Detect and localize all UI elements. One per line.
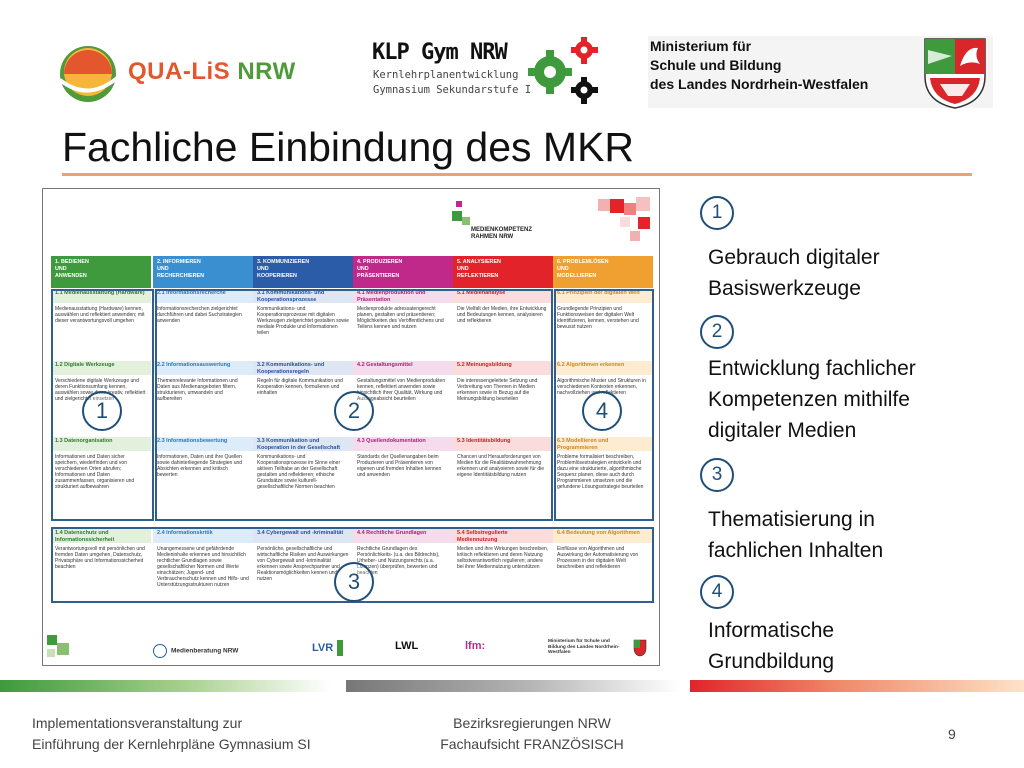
column-header-label: RECHERCHIEREN: [157, 273, 205, 279]
klp-logo-subtitle-1: Kernlehrplanentwicklung: [373, 69, 519, 81]
figure-footer-logos: [153, 639, 653, 659]
column-header-label: 1. BEDIENEN: [55, 259, 89, 265]
column-header-label: UND: [457, 266, 469, 272]
legend-marker-1: 1: [700, 196, 734, 230]
column-header-label: 6. PROBLEMLÖSEN: [557, 259, 609, 265]
competency-title: 2.1 Informationsrecherche: [153, 289, 253, 303]
column-header-label: PRÄSENTIEREN: [357, 273, 400, 279]
column-header-label: ANWENDEN: [55, 273, 87, 279]
column-header-1: [51, 256, 151, 288]
legend-marker-2: 2: [700, 315, 734, 349]
legend-2-line-3: digitaler Medien: [708, 419, 857, 442]
competency-title: 3.2 Kommunikations- und Kooperationsregeln: [253, 361, 353, 375]
competency-title: 6.1 Prinzipien der digitalen Welt: [553, 289, 653, 303]
competency-title: 1.3 Datenorganisation: [51, 437, 151, 451]
competency-title: 4.4 Rechtliche Grundlagen: [353, 529, 453, 543]
column-header-5: [453, 256, 553, 288]
klp-logo-title: KLP Gym NRW: [372, 40, 507, 65]
competency-title: 5.1 Medienanalyse: [453, 289, 553, 303]
legend-2-line-1: Entwicklung fachlicher: [708, 357, 916, 380]
footer-event-line-1: Implementationsveranstaltung zur: [32, 715, 243, 731]
nrw-coat-of-arms-icon: [922, 36, 988, 110]
legend-text-4: [708, 615, 1008, 677]
qualis-sun-icon: [55, 42, 125, 104]
competency-title: 2.4 Informationskritik: [153, 529, 253, 543]
coat-of-arms-small-icon: [633, 639, 647, 657]
competency-description: Einflüsse von Algorithmen und Auswirkung der Automatisierung von Prozessen in der digitalen Welt beschreiben und reflektieren: [557, 546, 639, 570]
competency-description: Medien und ihre Wirkungen beschreiben, kritisch reflektieren und deren Nutzung selbstverantwortlich regulieren; andere bei ihrer Mediennutzung unterstützen: [457, 546, 549, 570]
logo-ministry-small: Ministerium für Schule und Bildung des Landes Nordrhein-Westfalen: [548, 639, 620, 655]
column-header-3: [253, 256, 353, 288]
footer-authority-line-1: Bezirksregierungen NRW: [453, 715, 611, 731]
competency-description: Gestaltungsmittel von Medienprodukten kennen, reflektiert anwenden sowie hinsichtlich ihrer Qualität, Wirkung und Aussageabsicht beurteilen: [357, 378, 446, 402]
qualis-text-b: NRW: [237, 58, 296, 85]
legend-4-line-2: Grundbildung: [708, 650, 835, 673]
footer-authority-line-2: Fachaufsicht FRANZÖSISCH: [440, 736, 624, 752]
column-header-label: 4. PRODUZIEREN: [357, 259, 403, 265]
ministry-line-3: des Landes Nordrhein-Westfalen: [650, 76, 869, 92]
figure-header-title: [471, 227, 532, 241]
footer-bar-green: [0, 680, 330, 692]
competency-description: Verantwortungsvoll mit persönlichen und fremden Daten umgehen, Datenschutz, Privatsphäre und Informationssicherheit beachten: [55, 546, 145, 570]
competency-description: Medienausstattung (Hardware) kennen, auswählen und reflektiert anwenden; mit dieser verantwortungsvoll umgehen: [55, 306, 145, 324]
medienkompetenzrahmen-figure: [42, 188, 660, 666]
footer-authority: [420, 713, 644, 755]
competency-title: 1.4 Datenschutz und Informationssicherheit: [51, 529, 151, 543]
column-header-label: UND: [357, 266, 369, 272]
competency-title: 6.2 Algorithmen erkennen: [553, 361, 653, 375]
legend-1-line-1: Gebrauch digitaler: [708, 246, 880, 269]
legend-1-line-2: Basiswerkzeuge: [708, 277, 861, 300]
legend-4-line-1: Informatische: [708, 619, 835, 642]
title-divider: [62, 173, 972, 176]
competency-description: Grundlegende Prinzipien und Funktionsweisen der digitalen Welt identifizieren, kennen, verstehen und bewusst nutzen: [557, 306, 639, 330]
competency-description: Probleme formalisiert beschreiben, Problemlösestrategien entwickeln und dazu eine strukturierte, algorithmische Sequenz planen, diese auch durch Programmieren umsetzen und die gefundene Lösungsstrategie beurteilen: [557, 454, 644, 490]
competency-title: 2.2 Informationsauswertung: [153, 361, 253, 375]
competency-description: Unangemessene und gefährdende Medieninhalte erkennen und hinsichtlich rechtlicher Grundlagen sowie gesellschaftlicher Normen und Werte einschätzen; Jugend- und Verbraucherschutz kennen und Hilfs- und Unterstützungsstrukturen nutzen: [157, 546, 249, 588]
competency-description: Die Vielfalt der Medien, ihre Entwicklung und Bedeutungen kennen, analysieren und reflektieren: [457, 306, 547, 324]
competency-description: Kommunikations- und Kooperationsprozesse im Sinne einer aktiven Teilhabe an der Gesellschaft gestalten und reflektieren; ethische Grundsätze sowie kulturell-gesellschaftliche Normen beachten: [257, 454, 341, 490]
competency-description: Persönliche, gesellschaftliche und wirtschaftliche Risiken und Auswirkungen von Cybergewalt und -kriminalität erkennen sowie Ansprechpartner und Reaktionsmöglichkeiten kennen und nutzen: [257, 546, 349, 582]
footer-bar-red: [690, 680, 1024, 692]
legend-text-3: [708, 504, 1008, 566]
ministry-logo-text: [650, 37, 868, 94]
column-header-label: 2. INFORMIEREN: [157, 259, 201, 265]
legend-3-line-1: Thematisierung in: [708, 508, 875, 531]
column-header-label: 5. ANALYSIEREN: [457, 259, 501, 265]
column-header-label: UND: [257, 266, 269, 272]
competency-description: Informationen, Daten und ihre Quellen sowie dahinterliegende Strategien und Absichten erkennen und kritisch bewerten: [157, 454, 243, 478]
legend-text-2: [708, 353, 1008, 446]
legend-text-1: [708, 242, 1008, 304]
figure-marker-2: 2: [334, 391, 374, 431]
competency-description: Verschiedene digitale Werkzeuge und deren Funktionsumfang kennen, auswählen sowie diese kreativ, reflektiert und zielgerichtet einsetzen: [55, 378, 146, 402]
column-header-label: MODELLIEREN: [557, 273, 597, 279]
footer-bar-gray: [346, 680, 680, 692]
legend-marker-3: 3: [700, 458, 734, 492]
qualis-wordmark: [128, 58, 296, 86]
legend-marker-4: 4: [700, 575, 734, 609]
competency-title: 1.1 Medienausstattung (Hardware): [51, 289, 151, 303]
qualis-text-a: QUA-LiS: [128, 58, 231, 85]
column-header-label: UND: [557, 266, 569, 272]
logo-medienberatung: Medienberatung NRW: [153, 644, 238, 658]
figure-marker-1: 1: [82, 391, 122, 431]
column-header-label: UND: [55, 266, 67, 272]
ministry-line-2: Schule und Bildung: [650, 57, 782, 73]
page-number: 9: [948, 726, 956, 742]
competency-description: Chancen und Herausforderungen von Medien für die Realitätswahrnehmung erkennen und analysieren sowie für die eigene Identitätsbildung nutzen: [457, 454, 544, 478]
competency-title: 2.3 Informationsbewertung: [153, 437, 253, 451]
competency-description: Themenrelevante Informationen und Daten aus Medienangeboten filtern, strukturieren, umwandeln und aufbereiten: [157, 378, 238, 402]
competency-title: 6.3 Modellieren und Programmieren: [553, 437, 653, 451]
ministry-line-1: Ministerium für: [650, 38, 752, 54]
competency-description: Informationsrecherchen zielgerichtet durchführen und dabei Suchstrategien anwenden: [157, 306, 242, 324]
column-header-label: KOOPERIEREN: [257, 273, 297, 279]
column-header-2: [153, 256, 253, 288]
competency-description: Kommunikations- und Kooperationsprozesse mit digitalen Werkzeugen zielgerichtet gestalten sowie mediale Produkte und Informationen teilen: [257, 306, 349, 336]
competency-title: 3.1 Kommunikations- und Kooperationsprozesse: [253, 289, 353, 303]
figure-marker-3: 3: [334, 562, 374, 602]
medienberatung-icon: [153, 644, 167, 658]
legend-3-line-2: fachlichen Inhalten: [708, 539, 884, 562]
competency-title: 4.2 Gestaltungsmittel: [353, 361, 453, 375]
competency-description: Die interessengeleitete Setzung und Verbreitung von Themen in Medien erkennen sowie in Bezug auf die Meinungsbildung beurteilen: [457, 378, 538, 402]
figure-header-line-2: RAHMEN NRW: [471, 234, 514, 240]
competency-title: 4.3 Quellendokumentation: [353, 437, 453, 451]
competency-description: Rechtliche Grundlagen des Persönlichkeits- (u.a. des Bildrechts), Urheber- und Nutzungsrechts (u.a. Lizenzen) überprüfen, bewerten und beachten: [357, 546, 440, 576]
competency-description: Standards der Quellenangaben beim Produzieren und Präsentieren von eigenen und fremden Inhalten kennen und anwenden: [357, 454, 442, 478]
competency-title: 3.4 Cybergewalt und -kriminalität: [253, 529, 353, 543]
gears-icon: [522, 36, 604, 108]
competency-title: 5.4 Selbstregulierte Mediennutzung: [453, 529, 553, 543]
column-header-6: [553, 256, 653, 288]
figure-header-line-1: MEDIENKOMPETENZ: [471, 227, 533, 233]
competency-title: 3.3 Kommunikation und Kooperation in der Gesellschaft: [253, 437, 353, 451]
column-header-label: UND: [157, 266, 169, 272]
logo-lvr: LVR: [308, 640, 343, 656]
pixel-decoration-bottom-icon: [47, 635, 87, 661]
figure-marker-4: 4: [582, 391, 622, 431]
competency-description: Regeln für digitale Kommunikation und Kooperation kennen, formulieren und einhalten: [257, 378, 343, 396]
column-header-label: REFLEKTIEREN: [457, 273, 499, 279]
competency-title: 4.1 Medienproduktion und Präsentation: [353, 289, 453, 303]
competency-title: 5.3 Identitätsbildung: [453, 437, 553, 451]
footer-event-line-2: Einführung der Kernlehrpläne Gymnasium SI: [32, 736, 311, 752]
competency-title: 1.2 Digitale Werkzeuge: [51, 361, 151, 375]
competency-description: Algorithmische Muster und Strukturen in verschiedenen Kontexten erkennen, nachvollziehen und reflektieren: [557, 378, 646, 396]
footer-event: [32, 713, 372, 755]
competency-description: Informationen und Daten sicher speichern, wiederfinden und von verschiedenen Orten abrufen; Informationen und Daten zusammenfassen, organisieren und strukturiert aufbewahren: [55, 454, 135, 490]
column-header-label: 3. KOMMUNIZIEREN: [257, 259, 310, 265]
legend-2-line-2: Kompetenzen mithilfe: [708, 388, 910, 411]
logo-lwl: LWL: [395, 640, 419, 652]
klp-logo-subtitle-2: Gymnasium Sekundarstufe I: [373, 84, 532, 96]
page-title: Fachliche Einbindung des MKR: [62, 124, 635, 170]
column-header-4: [353, 256, 453, 288]
competency-title: 6.4 Bedeutung von Algorithmen: [553, 529, 653, 543]
competency-description: Medienprodukte adressatengerecht planen, gestalten und präsentieren; Möglichkeiten des Veröffentlichens und Teilens kennen und nutzen: [357, 306, 444, 330]
logo-lfm: lfm:: [465, 640, 486, 652]
competency-title: 5.2 Meinungsbildung: [453, 361, 553, 375]
